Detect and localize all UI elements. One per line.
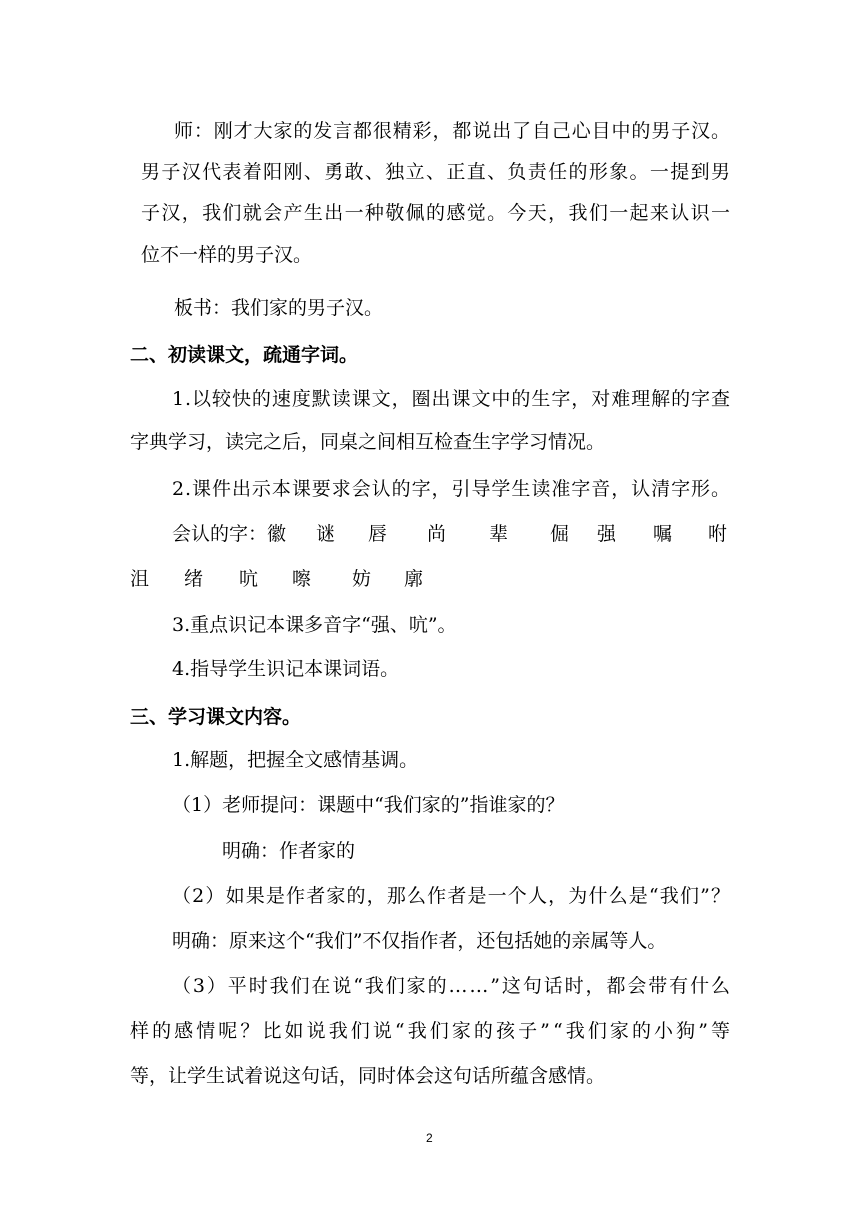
- paragraph-line: 明确：作者家的: [222, 840, 356, 862]
- char-item: 倔: [550, 523, 570, 545]
- paragraph-line: 样的感情呢？比如说我们说“我们家的孩子”“我们家的小狗”等: [130, 1020, 734, 1042]
- char-item: 尚: [427, 523, 447, 545]
- page-number: 2: [426, 1131, 433, 1145]
- char-item: 嚓: [292, 568, 312, 590]
- paragraph-line: 位不一样的男子汉。: [141, 244, 313, 266]
- char-item: 沮: [130, 568, 150, 590]
- paragraph-line: （2）如果是作者家的，那么作者是一个人，为什么是“我们”？: [172, 885, 732, 907]
- paragraph-line: 字典学习，读完之后，同桌之间相互检查生字学习情况。: [130, 431, 606, 453]
- chars-label: 会认的字：: [172, 523, 268, 545]
- chars-row-1: [0, 521, 860, 547]
- char-item: 徽: [267, 523, 287, 545]
- paragraph-line: 男子汉代表着阳刚、勇敢、独立、正直、负责任的形象。一提到男: [141, 161, 732, 183]
- paragraph-line: 1.解题，把握全文感情基调。: [172, 749, 419, 771]
- char-item: 绪: [184, 568, 204, 590]
- char-item: 咐: [708, 523, 728, 545]
- paragraph-line: 4.指导学生识记本课词语。: [172, 658, 400, 680]
- section-heading: 三、学习课文内容。: [130, 706, 302, 728]
- char-item: 辈: [489, 523, 509, 545]
- paragraph-line: （1）老师提问：课题中“我们家的”指谁家的？: [172, 794, 565, 816]
- chars-row-2: [0, 566, 860, 592]
- paragraph-line: 3.重点识记本课多音字“强、吭”。: [172, 614, 457, 636]
- char-item: 妨: [352, 568, 372, 590]
- paragraph-line: 1.以较快的速度默读课文，圈出课文中的生字，对难理解的字查: [172, 388, 731, 410]
- char-item: 嘱: [653, 523, 673, 545]
- board-writing: 板书：我们家的男子汉。: [174, 297, 384, 319]
- paragraph-line: 2.课件出示本课要求会认的字，引导学生读准字音，认清字形。: [172, 478, 731, 500]
- paragraph-line: 子汉，我们就会产生出一种敬佩的感觉。今天，我们一起来认识一: [141, 202, 732, 224]
- paragraph-line: 师：刚才大家的发言都很精彩，都说出了自己心目中的男子汉。: [174, 120, 731, 142]
- char-item: 强: [597, 523, 617, 545]
- paragraph-line: 等，让学生试着说这句话，同时体会这句话所蕴含感情。: [130, 1065, 606, 1087]
- paragraph-line: 明确：原来这个“我们”不仅指作者，还包括她的亲属等人。: [172, 930, 667, 952]
- char-item: 唇: [368, 523, 388, 545]
- char-item: 谜: [316, 523, 336, 545]
- paragraph-line: （3）平时我们在说“我们家的……”这句话时，都会带有什么: [172, 975, 732, 997]
- section-heading: 二、初读课文，疏通字词。: [130, 344, 359, 366]
- char-item: 廓: [404, 568, 424, 590]
- char-item: 吭: [239, 568, 259, 590]
